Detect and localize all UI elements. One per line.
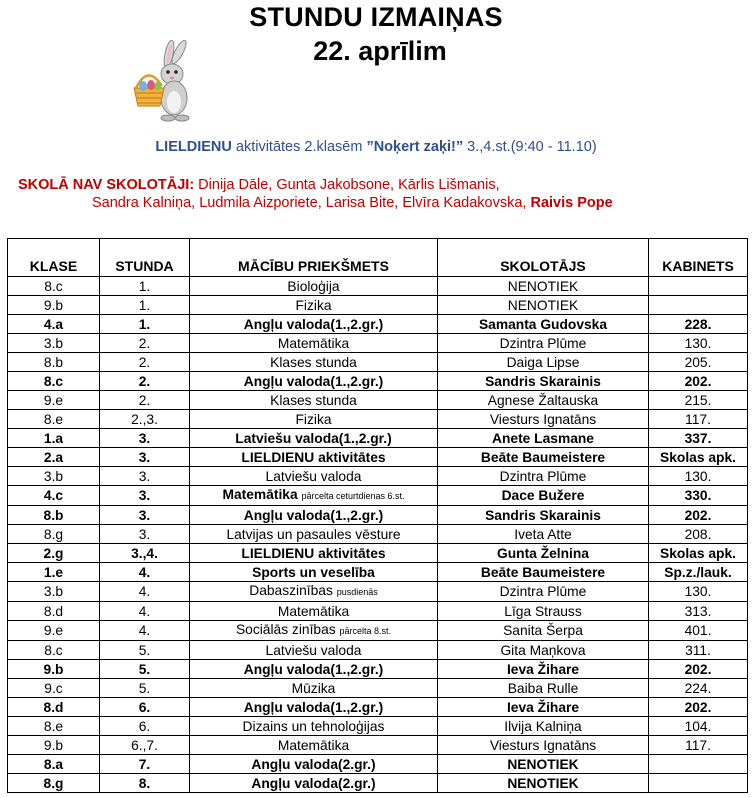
column-header-teacher: SKOLOTĀJS: [438, 239, 649, 277]
teacher-cell: Beāte Baumeistere: [438, 448, 649, 467]
subject-name: Angļu valoda(1.,2.gr.): [243, 507, 384, 523]
subject-cell: [190, 641, 438, 660]
teacher-cell: Viesturs Ignatāns: [438, 736, 649, 755]
subject-name: Klases stunda: [270, 392, 357, 408]
stunda-cell: 4.: [100, 621, 190, 641]
room-cell: 202.: [649, 698, 748, 717]
subject-cell: [190, 698, 438, 717]
klase-cell: 8.d: [8, 602, 100, 621]
room-cell: 202.: [649, 506, 748, 525]
subject-cell: [190, 334, 438, 353]
subject-name: Dabaszinības: [249, 583, 333, 598]
subject-cell: [190, 774, 438, 793]
room-cell: 130.: [649, 334, 748, 353]
subject-cell: [190, 660, 438, 679]
subject-name: LIELDIENU aktivitātes: [241, 449, 386, 465]
table-row: [8, 544, 748, 563]
table-row: [8, 467, 748, 486]
table-row: [8, 679, 748, 698]
subject-cell: [190, 448, 438, 467]
subject-name: Matemātika: [277, 335, 350, 351]
subject-name: Angļu valoda(1.,2.gr.): [243, 316, 384, 332]
room-cell: 337.: [649, 429, 748, 448]
stunda-cell: 1.: [100, 296, 190, 315]
stunda-cell: 1.: [100, 315, 190, 334]
teacher-cell: Beāte Baumeistere: [438, 563, 649, 582]
stunda-cell: 2.: [100, 353, 190, 372]
table-row: [8, 621, 748, 641]
subject-cell: [190, 582, 438, 602]
table-row: [8, 315, 748, 334]
subject-name: Latviešu valoda: [265, 468, 362, 484]
subject-cell: [190, 296, 438, 315]
klase-cell: 8.g: [8, 525, 100, 544]
table-row: [8, 410, 748, 429]
subject-name: Angļu valoda(2.gr.): [251, 775, 376, 791]
column-header-subject: MĀCĪBU PRIEKŠMETS: [190, 239, 438, 277]
klase-cell: 8.e: [8, 410, 100, 429]
subject-cell: [190, 621, 438, 641]
teacher-cell: Iveta Atte: [438, 525, 649, 544]
stunda-cell: 4.: [100, 563, 190, 582]
table-row: [8, 277, 748, 296]
table-row: [8, 660, 748, 679]
absent-teachers-line1: [18, 177, 500, 193]
subject-name: Matemātika: [222, 487, 298, 502]
subject-cell: [190, 429, 438, 448]
table-row: [8, 774, 748, 793]
teacher-cell: NENOTIEK: [438, 774, 649, 793]
subject-name: LIELDIENU aktivitātes: [241, 545, 386, 561]
table-row: [8, 525, 748, 544]
teacher-cell: Ilvija Kalniņa: [438, 717, 649, 736]
subject-cell: [190, 755, 438, 774]
room-cell: 130.: [649, 467, 748, 486]
teacher-cell: NENOTIEK: [438, 296, 649, 315]
subject-name: Mūzika: [291, 680, 336, 696]
room-cell: 228.: [649, 315, 748, 334]
stunda-cell: 2.,3.: [100, 410, 190, 429]
klase-cell: 1.a: [8, 429, 100, 448]
table-row: [8, 486, 748, 506]
table-row: [8, 698, 748, 717]
klase-cell: 4.a: [8, 315, 100, 334]
stunda-cell: 5.: [100, 641, 190, 660]
teacher-cell: Anete Lasmane: [438, 429, 649, 448]
table-row: [8, 448, 748, 467]
subject-cell: [190, 736, 438, 755]
stunda-cell: 2.: [100, 334, 190, 353]
page-date: 22. aprīlim: [313, 36, 447, 66]
subject-name: Angļu valoda(2.gr.): [251, 756, 376, 772]
klase-cell: 3.b: [8, 334, 100, 353]
stunda-cell: 3.: [100, 467, 190, 486]
subject-note: pārcelta 8.st.: [339, 626, 392, 636]
klase-cell: 9.b: [8, 296, 100, 315]
teacher-cell: Baiba Rulle: [438, 679, 649, 698]
subject-note: pusdienās: [336, 587, 378, 597]
teacher-cell: NENOTIEK: [438, 277, 649, 296]
klase-cell: 8.d: [8, 698, 100, 717]
stunda-cell: 4.: [100, 602, 190, 621]
stunda-cell: 2.: [100, 391, 190, 410]
subject-note: pārcelta ceturtdienas 6.st.: [301, 491, 405, 501]
klase-cell: 2.a: [8, 448, 100, 467]
subject-cell: [190, 563, 438, 582]
subject-cell: [190, 391, 438, 410]
page-title: STUNDU IZMAIŅAS: [249, 2, 503, 32]
klase-cell: 3.b: [8, 582, 100, 602]
subject-cell: [190, 372, 438, 391]
teacher-cell: NENOTIEK: [438, 755, 649, 774]
notice-time: 3.,4.st.(9:40 - 11.10): [463, 139, 597, 155]
room-cell: 202.: [649, 372, 748, 391]
subject-name: Latviešu valoda(1.,2.gr.): [235, 430, 392, 446]
subject-name: Fizika: [295, 411, 332, 427]
teacher-cell: Samanta Gudovska: [438, 315, 649, 334]
stunda-cell: 1.: [100, 277, 190, 296]
klase-cell: 8.b: [8, 353, 100, 372]
room-cell: [649, 277, 748, 296]
easter-bunny-icon: [128, 38, 192, 122]
teacher-cell: Dzintra Plūme: [438, 582, 649, 602]
teacher-cell: Sanita Šerpa: [438, 621, 649, 641]
stunda-cell: 3.,4.: [100, 544, 190, 563]
subject-name: Angļu valoda(1.,2.gr.): [243, 699, 384, 715]
absent-teachers-line2: [92, 195, 613, 211]
room-cell: 104.: [649, 717, 748, 736]
table-row: [8, 582, 748, 602]
table-row: [8, 755, 748, 774]
absent-names-1: Dinija Dāle, Gunta Jakobsone, Kārlis Lišmanis,: [194, 177, 500, 193]
klase-cell: 1.e: [8, 563, 100, 582]
klase-cell: 9.e: [8, 391, 100, 410]
table-row: [8, 391, 748, 410]
room-cell: Skolas apk.: [649, 544, 748, 563]
notice-text: aktivitātes 2.klasēm: [231, 139, 367, 155]
room-cell: 117.: [649, 410, 748, 429]
room-cell: 224.: [649, 679, 748, 698]
klase-cell: 9.b: [8, 736, 100, 755]
stunda-cell: 3.: [100, 448, 190, 467]
klase-cell: 8.g: [8, 774, 100, 793]
stunda-cell: 6.,7.: [100, 736, 190, 755]
subject-cell: [190, 277, 438, 296]
teacher-cell: Gunta Želnina: [438, 544, 649, 563]
table-row: [8, 563, 748, 582]
room-cell: [649, 296, 748, 315]
stunda-cell: 4.: [100, 582, 190, 602]
teacher-cell: Sandris Skarainis: [438, 506, 649, 525]
klase-cell: 8.c: [8, 277, 100, 296]
room-cell: [649, 774, 748, 793]
absent-names-2: Sandra Kalniņa, Ludmila Aizporiete, Larisa Bite, Elvīra Kadakovska,: [92, 195, 531, 211]
stunda-cell: 8.: [100, 774, 190, 793]
subject-name: Matemātika: [277, 603, 350, 619]
table-row: [8, 641, 748, 660]
stunda-cell: 3.: [100, 506, 190, 525]
klase-cell: 8.e: [8, 717, 100, 736]
teacher-cell: Dzintra Plūme: [438, 467, 649, 486]
stunda-cell: 5.: [100, 679, 190, 698]
stunda-cell: 2.: [100, 372, 190, 391]
table-header-row: [8, 239, 748, 277]
room-cell: 330.: [649, 486, 748, 506]
subject-name: Latviešu valoda: [265, 642, 362, 658]
teacher-cell: Dace Bužere: [438, 486, 649, 506]
room-cell: 313.: [649, 602, 748, 621]
table-row: [8, 353, 748, 372]
subject-name: Matemātika: [277, 737, 350, 753]
stunda-cell: 3.: [100, 525, 190, 544]
absent-names-last: Raivis Pope: [530, 195, 613, 211]
column-header-klase: KLASE: [8, 239, 100, 277]
teacher-cell: Agnese Žaltauska: [438, 391, 649, 410]
subject-cell: [190, 679, 438, 698]
absent-label: SKOLĀ NAV SKOLOTĀJI:: [18, 177, 195, 193]
subject-name: Angļu valoda(1.,2.gr.): [243, 661, 384, 677]
stunda-cell: 6.: [100, 717, 190, 736]
notice-quote: ”Noķert zaķi!”: [366, 139, 464, 155]
teacher-cell: Ieva Žihare: [438, 660, 649, 679]
table-row: [8, 372, 748, 391]
klase-cell: 8.b: [8, 506, 100, 525]
schedule-changes-table: [7, 238, 748, 793]
table-row: [8, 429, 748, 448]
subject-name: Sociālās zinības: [235, 622, 336, 637]
subject-cell: [190, 467, 438, 486]
room-cell: 117.: [649, 736, 748, 755]
subject-name: Latvijas un pasaules vēsture: [226, 526, 401, 542]
klase-cell: 4.c: [8, 486, 100, 506]
teacher-cell: Sandris Skarainis: [438, 372, 649, 391]
room-cell: Sp.z./lauk.: [649, 563, 748, 582]
klase-cell: 2.g: [8, 544, 100, 563]
subject-cell: [190, 486, 438, 506]
table-row: [8, 296, 748, 315]
subject-name: Klases stunda: [270, 354, 357, 370]
notice-highlight: LIELDIENU: [155, 139, 232, 155]
table-row: [8, 334, 748, 353]
subject-cell: [190, 544, 438, 563]
table-row: [8, 506, 748, 525]
klase-cell: 8.c: [8, 372, 100, 391]
room-cell: 311.: [649, 641, 748, 660]
subject-cell: [190, 717, 438, 736]
table-row: [8, 602, 748, 621]
room-cell: 202.: [649, 660, 748, 679]
column-header-room: KABINETS: [649, 239, 748, 277]
teacher-cell: Dzintra Plūme: [438, 334, 649, 353]
stunda-cell: 7.: [100, 755, 190, 774]
klase-cell: 9.c: [8, 679, 100, 698]
subject-cell: [190, 602, 438, 621]
room-cell: 130.: [649, 582, 748, 602]
stunda-cell: 3.: [100, 486, 190, 506]
room-cell: Skolas apk.: [649, 448, 748, 467]
subject-cell: [190, 315, 438, 334]
klase-cell: 9.b: [8, 660, 100, 679]
table-row: [8, 717, 748, 736]
teacher-cell: Ieva Žihare: [438, 698, 649, 717]
teacher-cell: Gita Maņkova: [438, 641, 649, 660]
column-header-stunda: STUNDA: [100, 239, 190, 277]
klase-cell: 8.c: [8, 641, 100, 660]
room-cell: 215.: [649, 391, 748, 410]
stunda-cell: 6.: [100, 698, 190, 717]
subject-name: Dizains un tehnoloģijas: [242, 718, 385, 734]
subject-name: Fizika: [295, 297, 332, 313]
subject-cell: [190, 410, 438, 429]
teacher-cell: Daiga Lipse: [438, 353, 649, 372]
klase-cell: 8.a: [8, 755, 100, 774]
klase-cell: 9.e: [8, 621, 100, 641]
subject-cell: [190, 353, 438, 372]
stunda-cell: 5.: [100, 660, 190, 679]
subject-name: Sports un veselība: [252, 564, 375, 580]
subject-cell: [190, 506, 438, 525]
stunda-cell: 3.: [100, 429, 190, 448]
klase-cell: 3.b: [8, 467, 100, 486]
room-cell: 205.: [649, 353, 748, 372]
room-cell: 208.: [649, 525, 748, 544]
room-cell: [649, 755, 748, 774]
teacher-cell: Līga Strauss: [438, 602, 649, 621]
subject-name: Angļu valoda(1.,2.gr.): [243, 373, 384, 389]
subject-cell: [190, 525, 438, 544]
table-row: [8, 736, 748, 755]
easter-activity-notice: [0, 139, 752, 155]
room-cell: 401.: [649, 621, 748, 641]
subject-name: Bioloģija: [287, 278, 340, 294]
teacher-cell: Viesturs Ignatāns: [438, 410, 649, 429]
